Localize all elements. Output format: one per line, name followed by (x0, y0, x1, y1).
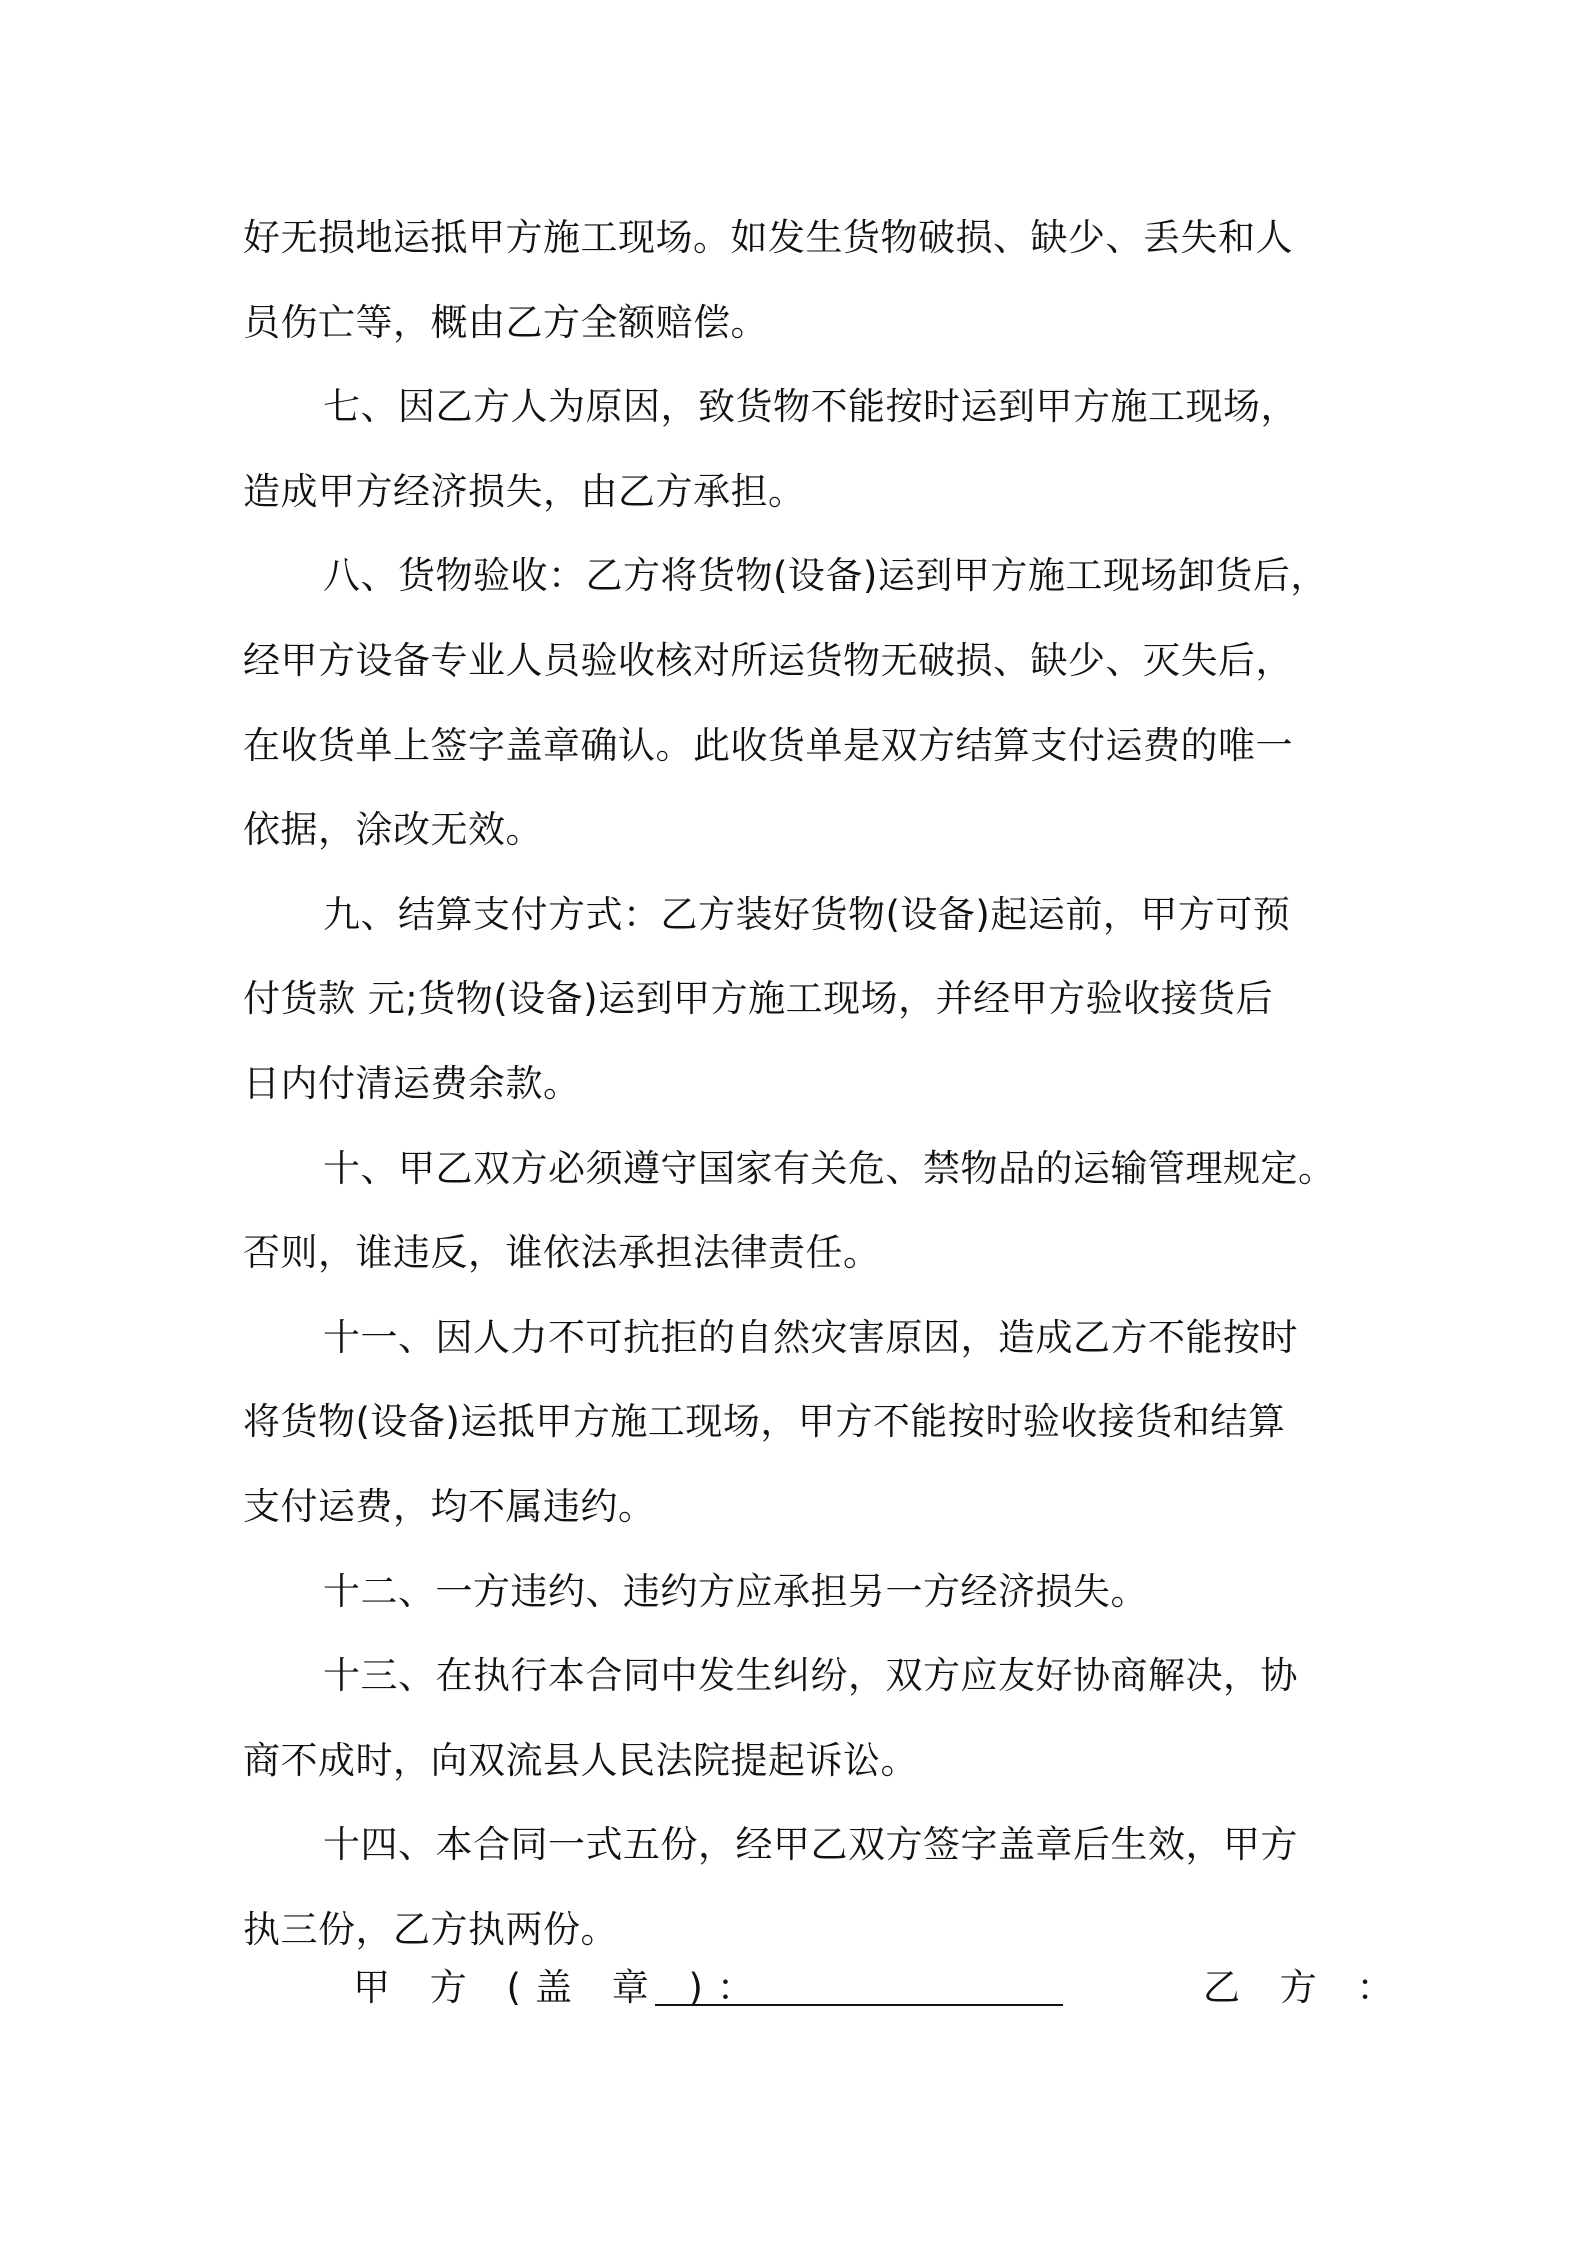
text-line: 十、甲乙双方必须遵守国家有关危、禁物品的运输管理规定。 (323, 1146, 1336, 1190)
paragraph-clause-14 (243, 1803, 1356, 1972)
text-line: 十四、本合同一式五份，经甲乙双方签字盖章后生效，甲方 (323, 1823, 1298, 1867)
text-line: 将货物(设备)运抵甲方施工现场，甲方不能按时验收接货和结算 (243, 1400, 1286, 1444)
text-line: 八、货物验收：乙方将货物(设备)运到甲方施工现场卸货后， (323, 554, 1328, 598)
text-line: 造成甲方经济损失，由乙方承担。 (243, 469, 806, 513)
text-line: 十一、因人力不可抗拒的自然灾害原因，造成乙方不能按时 (323, 1315, 1298, 1359)
text-line: 日内付清运费余款。 (243, 1061, 581, 1105)
paragraph-clause-11 (243, 1296, 1356, 1550)
paragraph-clause-10 (243, 1127, 1356, 1296)
text-line: 七、因乙方人为原因，致货物不能按时运到甲方施工现场， (323, 385, 1298, 429)
text-line: 执三份，乙方执两份。 (243, 1907, 618, 1951)
text-line: 经甲方设备专业人员验收核对所运货物无破损、缺少、灭失后， (243, 638, 1293, 682)
party-b-label: 乙 方 ： (1203, 1966, 1408, 2009)
text-line: 否则，谁违反，谁依法承担法律责任。 (243, 1231, 881, 1275)
text-line: 商不成时，向双流县人民法院提起诉讼。 (243, 1738, 918, 1782)
text-line: 支付运费，均不属违约。 (243, 1484, 656, 1528)
text-line: 十三、在执行本合同中发生纠纷，双方应友好协商解决，协 (323, 1654, 1298, 1698)
paragraph-clause-12 (243, 1550, 1356, 1635)
text-line: 依据，涂改无效。 (243, 808, 543, 852)
party-a-seal-label: 甲 方 (盖 章 )： (353, 1966, 768, 2009)
text-line: 员伤亡等，概由乙方全额赔偿。 (243, 300, 768, 344)
paragraph-clause-7 (243, 365, 1356, 534)
signature-block (243, 1952, 1408, 2024)
text-line: 十二、一方违约、违约方应承担另一方经济损失。 (323, 1569, 1148, 1613)
party-a-signature-line (655, 2004, 1063, 2006)
text-line: 九、结算支付方式：乙方装好货物(设备)起运前，甲方可预 (323, 892, 1291, 936)
paragraph-clause-9 (243, 873, 1356, 1127)
paragraph-clause-8 (243, 534, 1356, 872)
text-line: 在收货单上签字盖章确认。此收货单是双方结算支付运费的唯一 (243, 723, 1293, 767)
text-line: 付货款 元;货物(设备)运到甲方施工现场，并经甲方验收接货后 (243, 977, 1274, 1021)
paragraph-clause-13 (243, 1634, 1356, 1803)
contract-body (243, 196, 1356, 1972)
text-line: 好无损地运抵甲方施工现场。如发生货物破损、缺少、丢失和人 (243, 216, 1293, 259)
paragraph-clause-6-continued (243, 196, 1356, 365)
